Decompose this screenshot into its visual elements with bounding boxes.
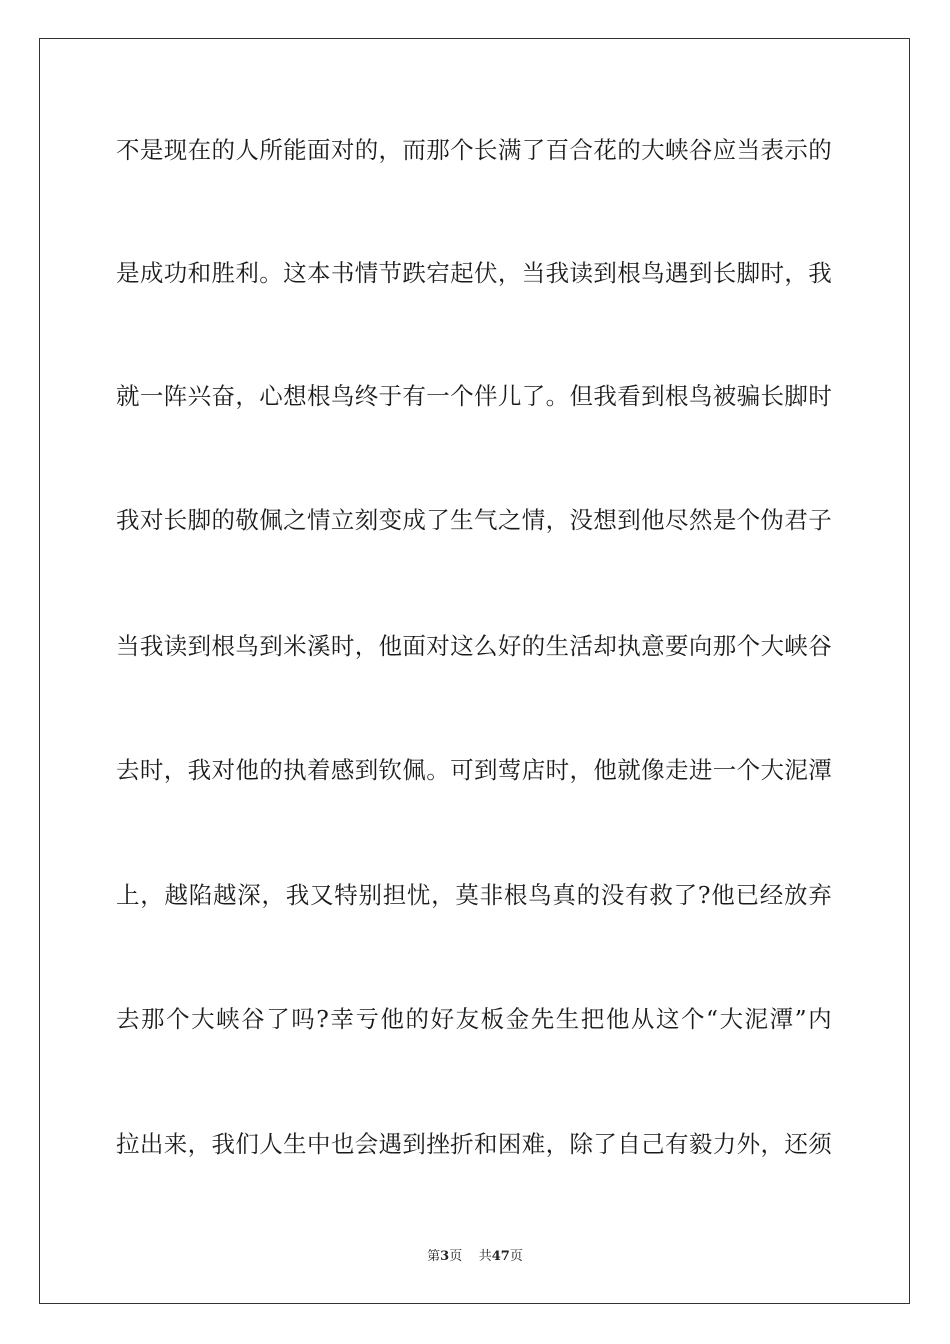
text-line-7: 上，越陷越深，我又特别担忧，莫非根鸟真的没有救了?他已经放弃 <box>116 881 832 909</box>
text-line-1: 不是现在的人所能面对的，而那个长满了百合花的大峡谷应当表示的 <box>116 136 832 164</box>
page-suffix: 页 <box>449 1249 463 1264</box>
text-line-2: 是成功和胜利。这本书情节跌宕起伏，当我读到根鸟遇到长脚时，我 <box>116 259 832 287</box>
text-line-3: 就一阵兴奋，心想根鸟终于有一个伴儿了。但我看到根鸟被骗长脚时 <box>116 382 832 410</box>
total-suffix: 页 <box>509 1249 523 1264</box>
total-pages: 47 <box>491 1249 510 1264</box>
text-line-4: 我对长脚的敬佩之情立刻变成了生气之情，没想到他尽然是个伪君子 <box>116 506 832 534</box>
text-line-6: 去时，我对他的执着感到钦佩。可到莺店时，他就像走进一个大泥潭 <box>116 756 832 784</box>
text-line-8: 去那个大峡谷了吗?幸亏他的好友板金先生把他从这个“大泥潭”内 <box>116 1005 832 1033</box>
page-border <box>39 38 910 1304</box>
text-line-9: 拉出来，我们人生中也会遇到挫折和困难，除了自己有毅力外，还须 <box>116 1130 832 1158</box>
text-line-5: 当我读到根鸟到米溪时，他面对这么好的生活却执意要向那个大峡谷 <box>116 632 832 660</box>
total-prefix: 共 <box>478 1249 492 1264</box>
page-number: 3 <box>440 1249 450 1264</box>
page-prefix: 第 <box>427 1249 441 1264</box>
page-footer <box>0 1248 950 1266</box>
